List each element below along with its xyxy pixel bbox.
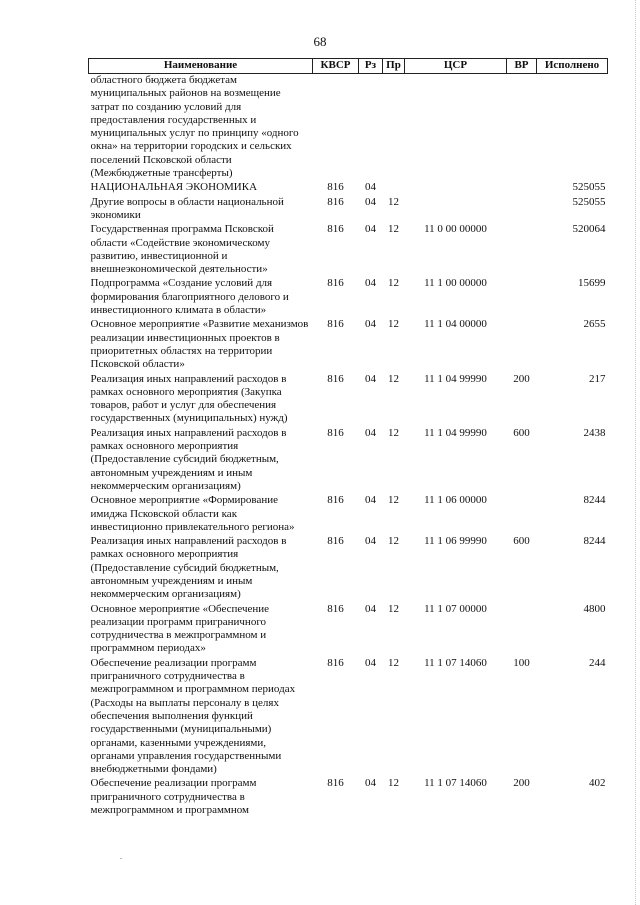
cell-vr <box>507 602 537 656</box>
cell-done: 4800 <box>583 602 606 615</box>
cell-kvsr: 816 <box>327 318 344 331</box>
header-vr: ВР <box>507 59 537 74</box>
cell-csr: 11 1 04 00000 <box>424 318 487 331</box>
header-kvsr: КВСР <box>313 59 359 74</box>
cell-kvsr: 816 <box>327 277 344 290</box>
cell-pr: 12 <box>388 277 399 290</box>
cell-vr <box>507 222 537 276</box>
cell-kvsr <box>313 74 359 181</box>
scan-speck <box>120 858 122 859</box>
cell-csr: 11 1 07 14060 <box>424 777 487 790</box>
cell-vr <box>507 195 537 223</box>
cell-csr: 11 1 06 99990 <box>424 535 487 548</box>
cell-vr: 200 <box>513 372 530 385</box>
cell-vr <box>507 317 537 371</box>
cell-rz: 04 <box>365 494 376 507</box>
table-row <box>89 493 608 534</box>
cell-kvsr: 816 <box>327 181 344 194</box>
cell-pr: 12 <box>388 195 399 208</box>
header-csr: ЦСР <box>405 59 507 74</box>
cell-name: Основное мероприятие «Обеспечение реализации программ приграничного сотрудничества в межпрограммном и программном периодах» <box>90 602 270 655</box>
cell-done: 2655 <box>583 318 606 331</box>
cell-pr: 12 <box>388 426 399 439</box>
cell-vr <box>507 493 537 534</box>
cell-vr <box>507 180 537 194</box>
cell-name: Другие вопросы в области национальной экономики <box>90 195 284 221</box>
cell-rz: 04 <box>365 777 376 790</box>
header-pr: Пр <box>383 59 405 74</box>
cell-csr: 11 1 07 14060 <box>424 656 487 669</box>
cell-name: Подпрограмма «Создание условий для формирования благоприятного делового и инвестиционного климата в области» <box>90 277 289 317</box>
cell-done: 402 <box>589 777 606 790</box>
table-row <box>89 276 608 317</box>
cell-pr: 12 <box>388 372 399 385</box>
cell-vr: 200 <box>513 777 530 790</box>
cell-done <box>537 74 608 181</box>
cell-name: Основное мероприятие «Развитие механизмов реализации инвестиционных проектов в приоритетных областях на территории Псковской области» <box>90 318 309 371</box>
cell-rz: 04 <box>365 181 376 194</box>
table-row <box>89 180 608 194</box>
cell-kvsr: 816 <box>327 426 344 439</box>
cell-pr: 12 <box>388 656 399 669</box>
cell-done: 520064 <box>572 223 606 236</box>
cell-name: Обеспечение реализации программ приграничного сотрудничества в межпрограммном и программном периодах (Расходы на выплаты персоналу в целях обеспечения выполнения функций государственными (муниципальными) органами, казенными учреждениями, органами управления государственными внебюджетными фондами) <box>90 656 296 776</box>
cell-vr: 600 <box>513 535 530 548</box>
cell-rz: 04 <box>365 277 376 290</box>
cell-name: Государственная программа Псковской области «Содействие экономическому развитию, инвестиционной и внешнеэкономической деятельности» <box>90 223 274 276</box>
table-row <box>89 195 608 223</box>
cell-rz <box>359 74 383 181</box>
cell-pr: 12 <box>388 777 399 790</box>
cell-csr: 11 1 07 00000 <box>424 602 487 615</box>
cell-vr <box>507 276 537 317</box>
cell-done: 244 <box>589 656 606 669</box>
cell-pr: 12 <box>388 535 399 548</box>
table-row <box>89 74 608 181</box>
cell-rz: 04 <box>365 223 376 236</box>
cell-csr: 11 1 06 00000 <box>424 494 487 507</box>
cell-kvsr: 816 <box>327 372 344 385</box>
cell-kvsr: 816 <box>327 656 344 669</box>
cell-done: 2438 <box>583 426 606 439</box>
cell-csr: 11 1 00 00000 <box>424 277 487 290</box>
cell-pr: 12 <box>388 494 399 507</box>
cell-kvsr: 816 <box>327 602 344 615</box>
budget-table <box>88 58 608 817</box>
cell-rz: 04 <box>365 535 376 548</box>
cell-name: Реализация иных направлений расходов в рамках основного мероприятия (Предоставление субсидий бюджетным, автономным учреждениям и иным некоммерческим организациям) <box>90 426 287 492</box>
cell-csr: 11 1 04 99990 <box>424 426 487 439</box>
table-row <box>89 222 608 276</box>
cell-vr: 600 <box>513 426 530 439</box>
cell-done: 525055 <box>572 195 606 208</box>
cell-pr: 12 <box>388 602 399 615</box>
cell-kvsr: 816 <box>327 195 344 208</box>
header-done: Исполнено <box>537 59 608 74</box>
cell-rz: 04 <box>365 195 376 208</box>
table-row <box>89 534 608 601</box>
cell-done: 15699 <box>578 277 606 290</box>
cell-pr <box>383 74 405 181</box>
cell-kvsr: 816 <box>327 535 344 548</box>
cell-done: 8244 <box>583 535 606 548</box>
cell-rz: 04 <box>365 656 376 669</box>
cell-done: 217 <box>589 372 606 385</box>
cell-kvsr: 816 <box>327 223 344 236</box>
cell-csr <box>405 195 507 223</box>
cell-csr: 11 0 00 00000 <box>424 223 487 236</box>
table-body <box>89 74 608 818</box>
table-row <box>89 602 608 656</box>
header-rz: Рз <box>359 59 383 74</box>
table-row <box>89 372 608 426</box>
cell-name: Реализация иных направлений расходов в рамках основного мероприятия (Закупка товаров, работ и услуг для обеспечения государственных (муниципальных) нужд) <box>90 372 288 425</box>
cell-vr <box>507 74 537 181</box>
table-row <box>89 317 608 371</box>
page-number: 68 <box>313 34 327 49</box>
cell-kvsr: 816 <box>327 777 344 790</box>
cell-pr <box>383 180 405 194</box>
cell-kvsr: 816 <box>327 494 344 507</box>
cell-name: Реализация иных направлений расходов в рамках основного мероприятия (Предоставление субсидий бюджетным, автономным учреждениям и иным некоммерческим организациям) <box>90 535 287 601</box>
table-row <box>89 426 608 493</box>
cell-name: НАЦИОНАЛЬНАЯ ЭКОНОМИКА <box>90 181 258 194</box>
scan-margin-dots <box>634 0 636 905</box>
cell-rz: 04 <box>365 372 376 385</box>
table-row <box>89 776 608 817</box>
cell-pr: 12 <box>388 318 399 331</box>
cell-done: 525055 <box>572 181 606 194</box>
cell-csr <box>405 180 507 194</box>
header-name: Наименование <box>89 59 313 74</box>
cell-rz: 04 <box>365 602 376 615</box>
cell-pr: 12 <box>388 223 399 236</box>
cell-rz: 04 <box>365 426 376 439</box>
table-row <box>89 656 608 777</box>
cell-vr: 100 <box>513 656 530 669</box>
cell-csr <box>405 74 507 181</box>
cell-name: Основное мероприятие «Формирование имиджа Псковской области как инвестиционно привлекательного региона» <box>90 494 295 533</box>
cell-csr: 11 1 04 99990 <box>424 372 487 385</box>
cell-name: областного бюджета бюджетам муниципальных районов на возмещение затрат по созданию условий для предоставления государственных и муниципальных услуг по принципу «одного окна» на территории городских и сельских поселений Псковской области (Межбюджетные трансферты) <box>90 74 299 180</box>
cell-done: 8244 <box>583 494 606 507</box>
table-header-row <box>89 59 608 74</box>
cell-rz: 04 <box>365 318 376 331</box>
cell-name: Обеспечение реализации программ приграничного сотрудничества в межпрограммном и программном <box>90 777 257 817</box>
